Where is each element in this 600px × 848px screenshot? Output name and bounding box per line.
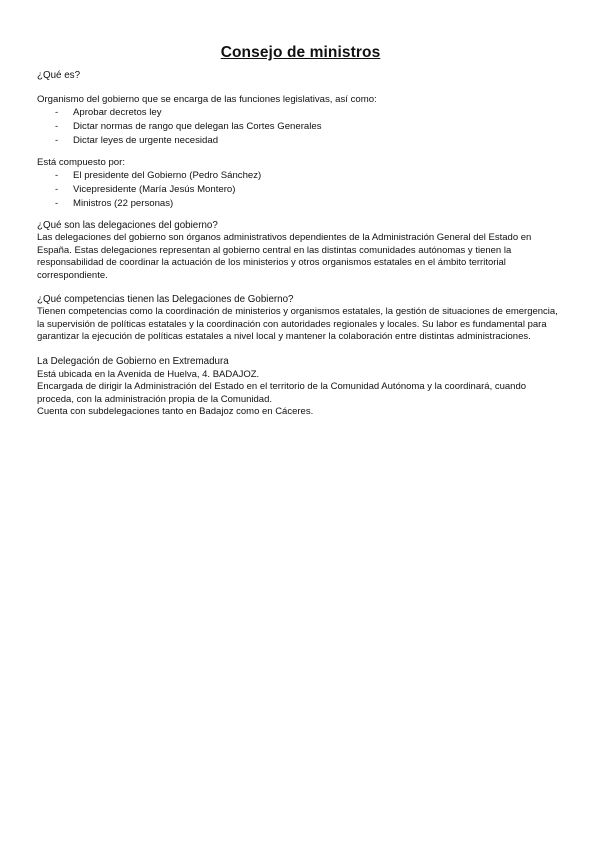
list-item: - Ministros (22 personas) <box>55 197 174 209</box>
role-text: Encargada de dirigir la Administración del Estado en el territorio de la Comunidad Autónoma y la coordinará, cuando proceda, con la administración propia de la Comunidad. <box>37 381 527 405</box>
location-text: Está ubicada en la Avenida de Huelva, 4. BADAJOZ. <box>37 368 260 380</box>
bullet-dash: - <box>55 197 59 209</box>
bullet-dash: - <box>55 170 59 182</box>
list-item: - Dictar leyes de urgente necesidad <box>55 134 219 146</box>
question-delegations: ¿Qué son las delegaciones del gobierno? <box>37 219 218 231</box>
page-title: Consejo de ministros <box>220 44 381 61</box>
subdelegations-text: Cuenta con subdelegaciones tanto en Badajoz como en Cáceres. <box>37 406 314 418</box>
bullet-dash: - <box>55 120 59 132</box>
composition-intro: Está compuesto por: <box>37 156 125 168</box>
composition-list <box>37 169 564 210</box>
question-competencies: ¿Qué competencias tienen las Delegaciones de Gobierno? <box>37 293 294 305</box>
bullet-dash: - <box>55 107 59 119</box>
definition-text: Organismo del gobierno que se encarga de las funciones legislativas, así como: <box>37 93 377 105</box>
list-item: - Aprobar decretos ley <box>55 107 162 119</box>
list-item: - Vicepresidente (María Jesús Montero) <box>55 183 236 195</box>
bullet-dash: - <box>55 183 59 195</box>
bullet-dash: - <box>55 134 59 146</box>
list-item: - Dictar normas de rango que delegan las Cortes Generales <box>55 120 322 132</box>
functions-list <box>37 106 564 147</box>
competencies-answer: Tienen competencias como la coordinación de ministerios y organismos estatales, la gestión de situaciones de emergencia, la supervisión de políticas estatales y la coordinación con autoridades regionales y locales. Su labor es fundamental para garantizar la ejecución de políticas estatales a nivel local y mantener la colaboración entre distintas administraciones. <box>37 306 558 343</box>
question-what-is: ¿Qué es? <box>37 70 81 81</box>
delegations-answer: Las delegaciones del gobierno son órganos administrativos dependientes de la Administración General del Estado en España. Estas delegaciones representan al gobierno central en las distintas comunidades autónomas y tienen la responsabilidad de coordinar la actuación de los ministerios y otros organismos estatales en el ámbito territorial correspondiente. <box>37 232 532 281</box>
list-item: - El presidente del Gobierno (Pedro Sánchez) <box>55 170 262 182</box>
extremadura-heading: La Delegación de Gobierno en Extremadura <box>37 355 229 367</box>
